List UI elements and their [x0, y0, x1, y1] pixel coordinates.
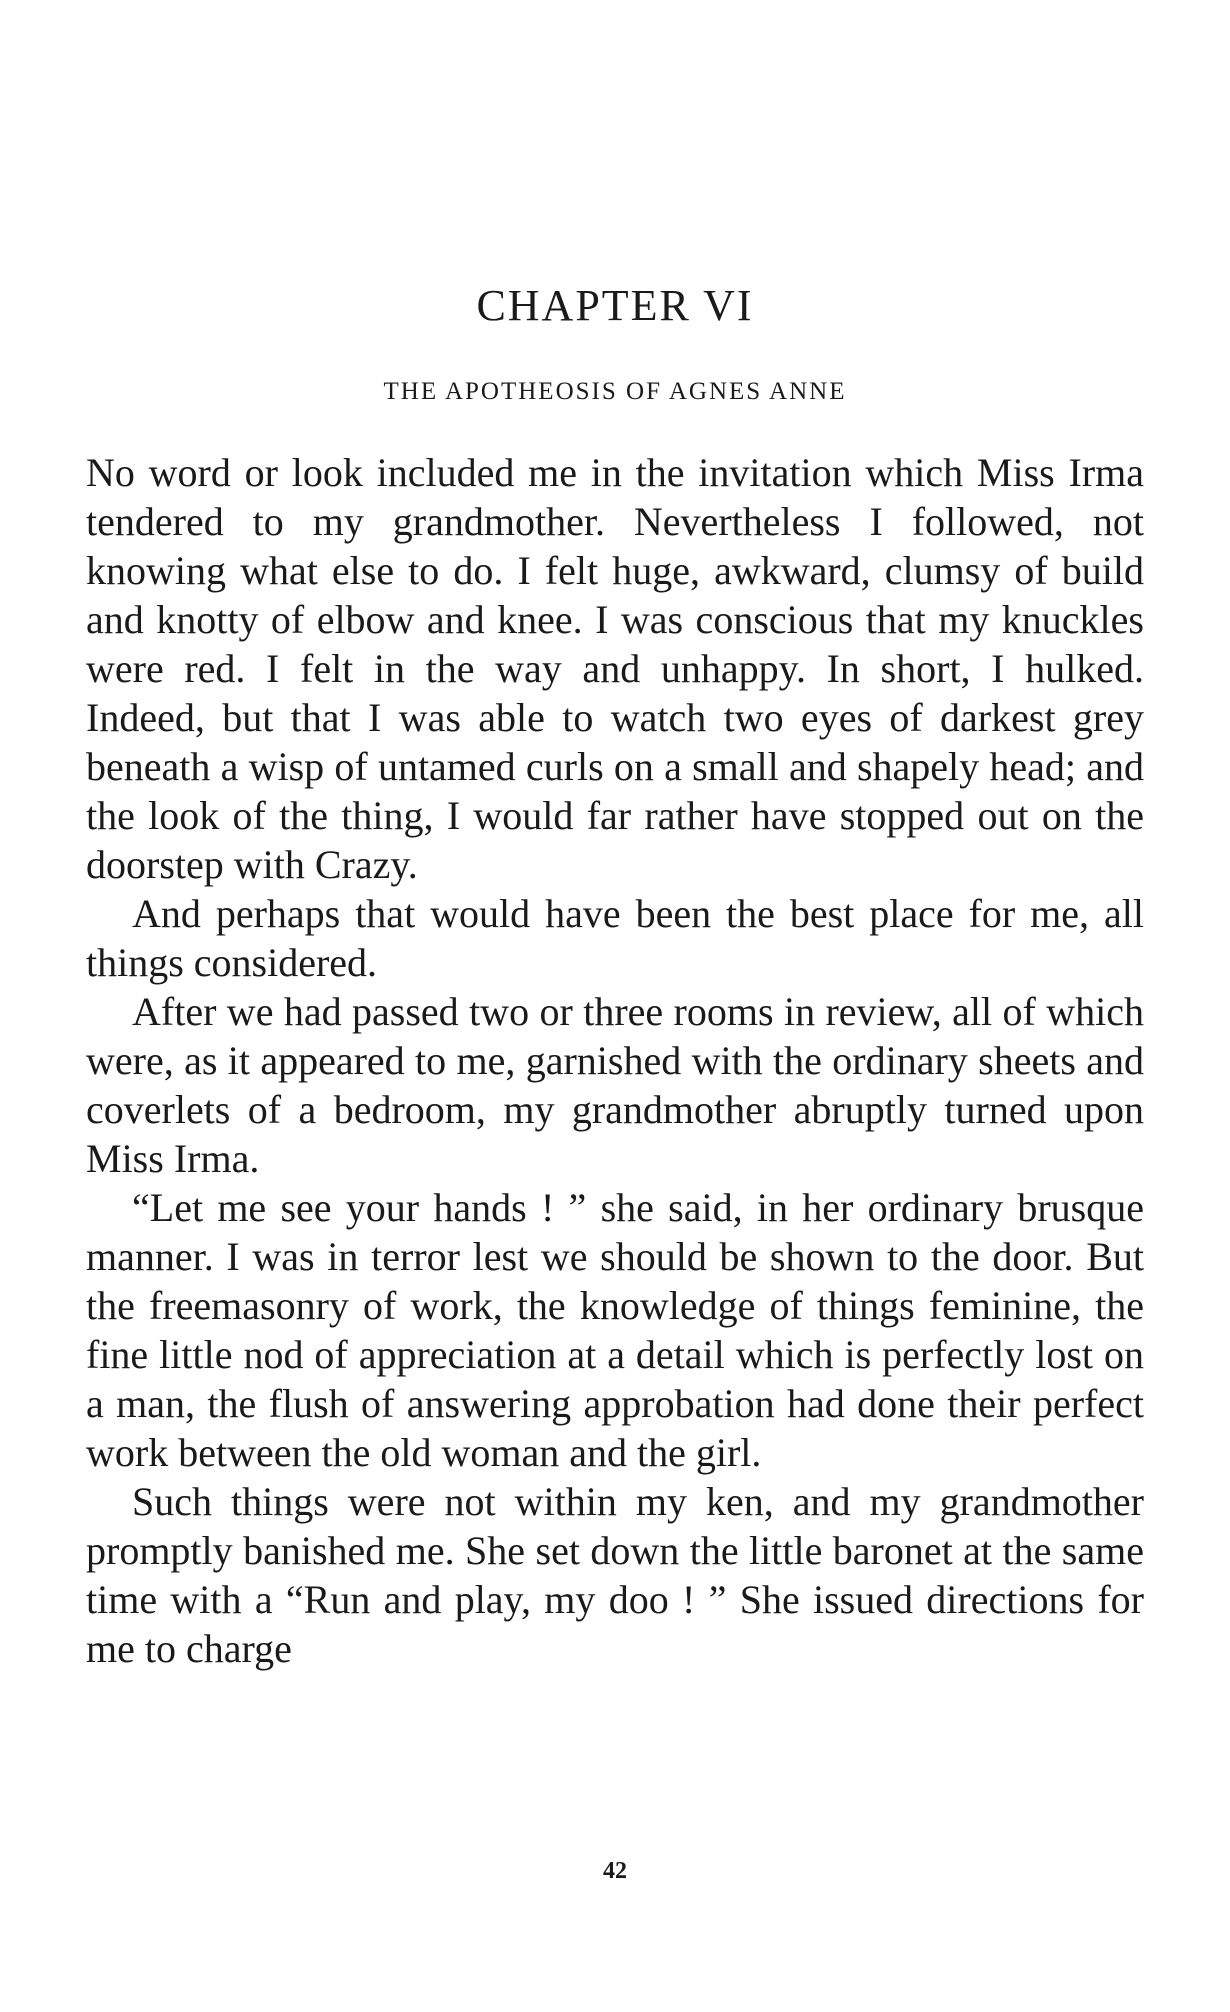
book-page [86, 0, 1144, 2012]
chapter-subtitle: THE APOTHEOSIS OF AGNES ANNE [383, 378, 847, 405]
paragraph: “Let me see your hands ! ” she said, in her ordinary brusque manner. I was in terror lest we should be shown to the door. But the freemasonry of work, the knowledge of things feminine, the fine little nod of appreciation at a detail which is perfectly lost on a man, the flush of answering approbation had done their perfect work between the old woman and the girl. [86, 1185, 1144, 1475]
chapter-heading: CHAPTER VI [476, 281, 754, 330]
paragraph: After we had passed two or three rooms in review, all of which were, as it appeared to me, garnished with the ordinary sheets and coverlets of a bedroom, my grandmother abruptly turned upon Miss Irma. [86, 989, 1144, 1181]
page-number: 42 [603, 1858, 627, 1884]
body-text [86, 448, 1144, 1673]
paragraph: No word or look included me in the invitation which Miss Irma tendered to my grandmother. Nevertheless I followed, not knowing what else to do. I felt huge, awkward, clumsy of build and knotty of elbow and knee. I was conscious that my knuckles were red. I felt in the way and unhappy. In short, I hulked. Indeed, but that I was able to watch two eyes of darkest grey beneath a wisp of untamed curls on a small and shapely head; and the look of the thing, I would far rather have stopped out on the doorstep with Crazy. [86, 450, 1144, 887]
paragraph: Such things were not within my ken, and my grandmother promptly banished me. She set down the little baronet at the same time with a “Run and play, my doo ! ” She issued directions for me to charge [86, 1479, 1144, 1671]
paragraph: And perhaps that would have been the best place for me, all things considered. [86, 891, 1144, 985]
